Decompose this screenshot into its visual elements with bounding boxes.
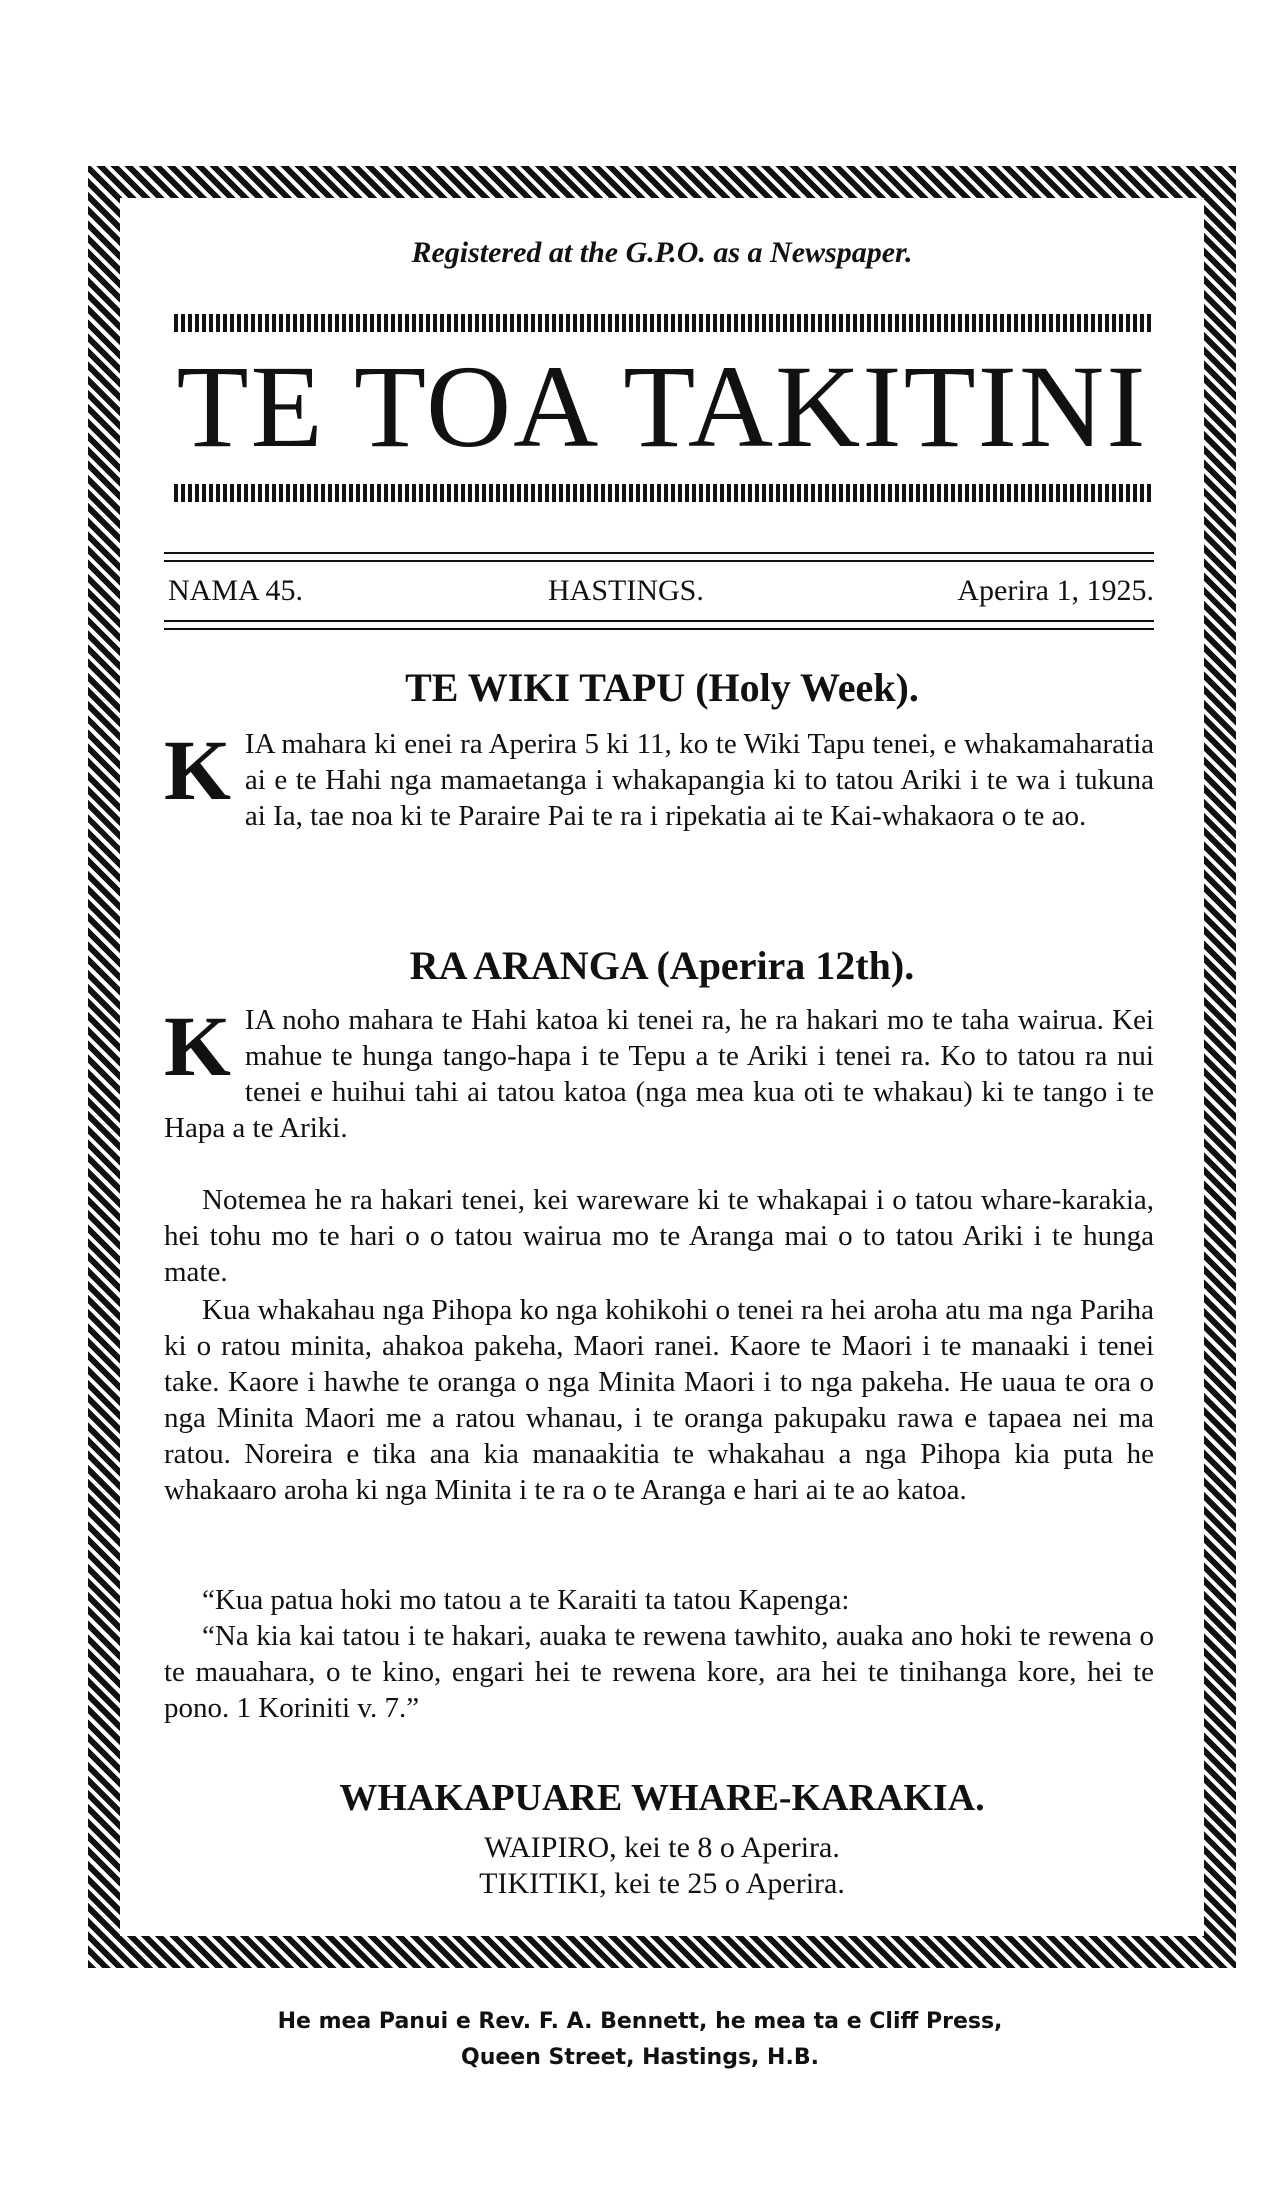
opening-waipiro: WAIPIRO, kei te 8 o Aperira. bbox=[484, 1831, 840, 1864]
footer-line: Queen Street, Hastings, H.B. bbox=[461, 2045, 819, 2070]
article-paragraph bbox=[164, 998, 1154, 1146]
registration-notice: Registered at the G.P.O. as a Newspaper. bbox=[411, 236, 913, 269]
scripture-quote: “Kua patua hoki mo tatou a te Karaiti ta tatou Kapenga: bbox=[202, 1584, 850, 1616]
article-paragraph: Kua whakahau nga Pihopa ko nga kohikohi o tenei ra hei aroha atu ma nga Pariha ki o ratou minita, ahakoa pakeha, Maori ranei. Kaore te Maori i te manaaki i tenei take. Kaore i hawhe te oranga o nga Minita Maori i to nga pakeha. He uaua te ora o nga Minita Maori me a ratou whanau, i te oranga pakupaku rawa e tapaea nei ma ratou. Noreira e tika ana kia manaakitia te whakahau a nga Pihopa kia puta he whakaaro aroha ki nga Minita i te ra o te Aranga e hari ai te ao katoa. bbox=[164, 1294, 1154, 1506]
scripture-quote: “Na kia kai tatou i te hakari, auaka te rewena tawhito, auaka ano hoki te rewena o te mauahara, o te kino, engari hei te rewena kore, ara hei te tinihanga kore, hei te pono. 1 Koriniti v. 7.” bbox=[164, 1620, 1154, 1724]
rule bbox=[164, 620, 1154, 622]
church-openings-list bbox=[124, 1830, 1200, 1902]
paragraph-text: IA noho mahara te Hahi katoa ki tenei ra, he ra hakari mo te taha wairua. Kei mahue te hunga tango-hapa i te Tepu a te Ariki i tenei ra. Ko to tatou ra nui tenei e huihui tahi ai tatou katoa (nga mea kua oti te whakau) ki te tango i te Hapa a te Ariki. bbox=[164, 1004, 1154, 1144]
issue-place: HASTINGS. bbox=[548, 574, 704, 607]
masthead-title: TE TOA TAKITINI bbox=[176, 341, 1148, 472]
rule bbox=[164, 552, 1154, 554]
article-heading-holy-week: TE WIKI TAPU (Holy Week). bbox=[405, 665, 919, 710]
article-paragraph: Notemea he ra hakari tenei, kei wareware ki te whakapai i o tatou whare-karakia, hei tohu mo te hari o o tatou wairua mo te Aranga mai o to tatou Ariki i te hunga mate. bbox=[164, 1184, 1154, 1288]
opening-tikitiki: TIKITIKI, kei te 25 o Aperira. bbox=[479, 1867, 845, 1900]
publisher-footer bbox=[0, 2004, 1280, 2076]
article-heading-church-openings: WHAKAPUARE WHARE-KARAKIA. bbox=[339, 1777, 985, 1819]
rule bbox=[164, 560, 1154, 562]
decorative-bar-top bbox=[174, 314, 1154, 332]
drop-cap: K bbox=[164, 722, 231, 818]
drop-cap: K bbox=[164, 998, 231, 1094]
decorative-bar-bottom bbox=[174, 484, 1154, 502]
issue-date: Aperira 1, 1925. bbox=[957, 574, 1154, 607]
issue-number: NAMA 45. bbox=[168, 574, 304, 607]
paragraph-text: IA mahara ki enei ra Aperira 5 ki 11, ko te Wiki Tapu tenei, e whakamaharatia ai e te Hahi nga mamaetanga i whakapangia ki to tatou Ariki i te wa i tukuna ai Ia, tae noa ki te Paraire Pai te ra i ripekatia ai te Kai-whakaora o te ao. bbox=[244, 728, 1154, 832]
issue-info bbox=[168, 570, 1154, 614]
article-heading-easter: RA ARANGA (Aperira 12th). bbox=[409, 943, 915, 988]
rule bbox=[164, 628, 1154, 630]
article-paragraph bbox=[164, 722, 1154, 834]
newspaper-page bbox=[124, 202, 1200, 1932]
footer-line: He mea Panui e Rev. F. A. Bennett, he mea ta e Cliff Press, bbox=[277, 2009, 1003, 2034]
